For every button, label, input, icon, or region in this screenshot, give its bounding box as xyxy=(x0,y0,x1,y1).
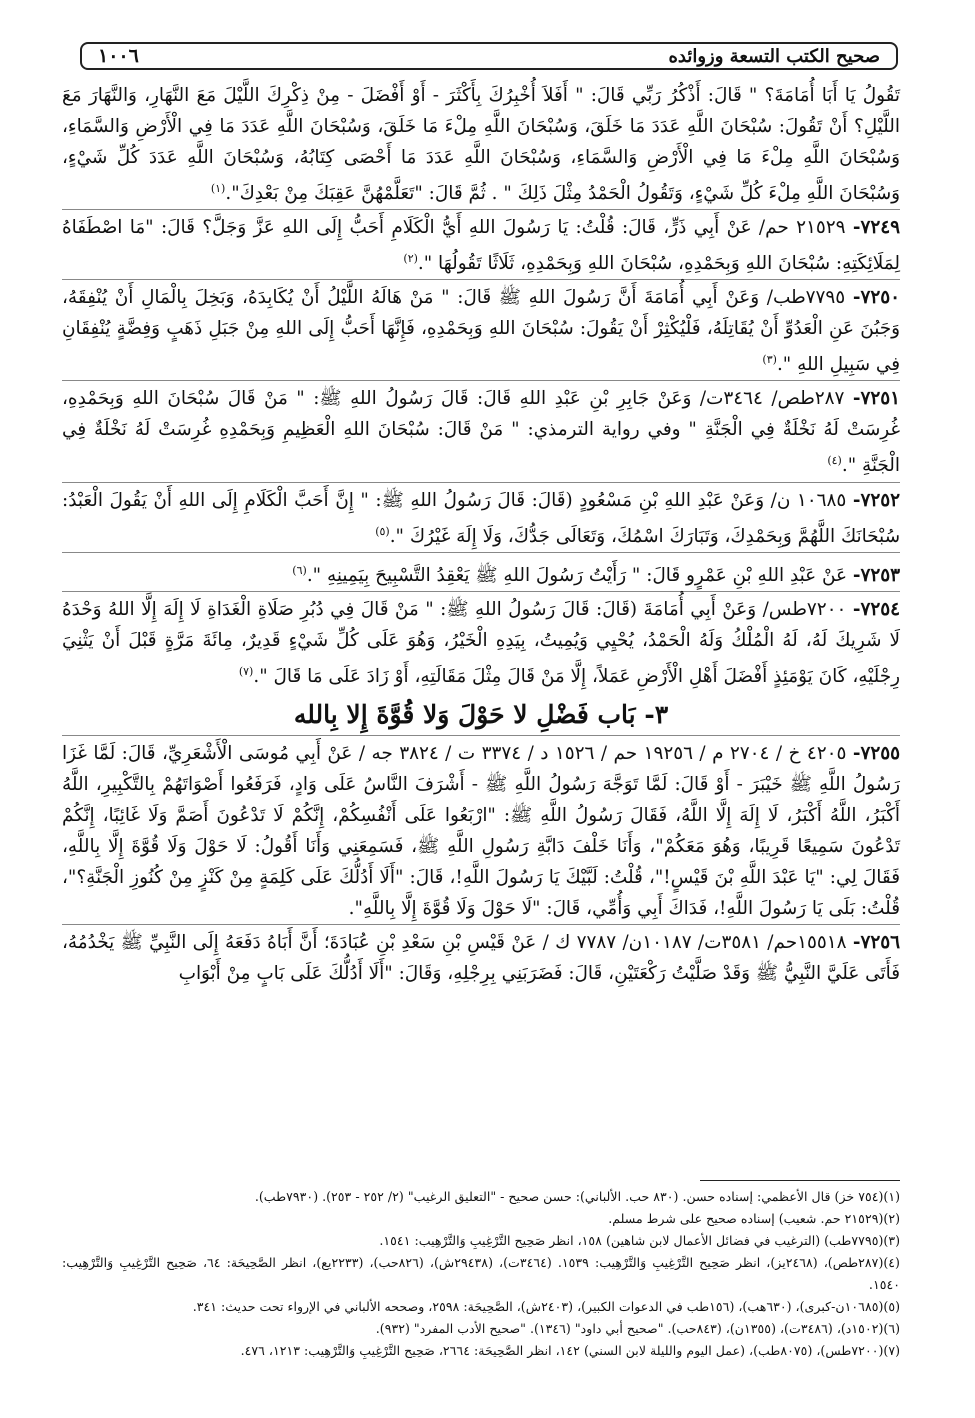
page-header xyxy=(80,42,898,70)
hadith-7249: ٧٢٤٩- ٢١٥٢٩ حم/ عَنْ أَبِي ذَرٍّ، قَالَ: قُلْتُ: يَا رَسُولَ اللهِ أَيُّ الْكَلَامِ أَحَبُّ إِلَى اللهِ عَزَّ وَجَلَّ؟ قَالَ: "مَا اصْطَفَاهُ لِمَلَائِكَتِهِ: سُبْحَانَ اللهِ وَبِحَمْدِهِ، سُبْحَانَ اللهِ وَبِحَمْدِهِ، ثَلَاثًا تَقُولُهَا ".$^{(٢)}$ xyxy=(62,209,900,279)
hadith-7252: ٧٢٥٢- ١٠٦٨٥ ن/ وَعَنْ عَبْدِ اللهِ بْنِ مَسْعُودٍ (قَالَ: قَالَ رَسُولُ اللهِ ﷺ: " إِنَّ أَحَبَّ الْكَلَامِ إِلَى اللهِ أَنْ يَقُولَ الْعَبْدُ: سُبْحَانَكَ اللَّهُمَّ وَبِحَمْدِكَ، وَتَبَارَكَ اسْمُكَ، وَتَعَالَى جَدُّكَ، وَلَا إِلَهَ غَيْرُكَ ".$^{(٥)}$ xyxy=(62,482,900,552)
main-text xyxy=(62,80,900,989)
hadith-continuation: تَقُولُ يَا أَبَا أُمَامَةَ؟ " قَالَ: أَذْكُرُ رَبِّي قَالَ: " أَفَلاَ أُخْبِرُكَ بِأَكْثَرَ - أَوْ أَفْضَلَ - مِنْ ذِكْرِكَ اللَّيْلَ مَعَ النَّهَارِ، وَالنَّهَارَ مَعَ اللَّيْلِ؟ أَنْ تَقُولَ: سُبْحَانَ اللَّهِ عَدَدَ مَا خَلَقَ، وَسُبْحَانَ اللَّهِ مِلْءَ مَا خَلَقَ، وَسُبْحَانَ اللَّهِ عَدَدَ مَا فِي الْأَرْضِ وَالسَّمَاءِ، وَسُبْحَانَ اللَّهِ مِلْءَ مَا فِي الْأَرْضِ وَالسَّمَاءِ، وَسُبْحَانَ اللَّهِ عَدَدَ مَا أَحْصَى كِتَابُهُ، وَسُبْحَانَ اللَّهِ عَدَدَ كُلِّ شَيْءٍ، وَسُبْحَانَ اللَّهِ مِلْءَ كُلِّ شَيْءٍ، وَتَقُولُ الْحَمْدُ مِثْلَ ذَلِكَ " . ثُمَّ قَالَ: "تَعَلَّمْهُنَّ عَقِبَكَ مِنْ بَعْدِكَ".$^{(١)}$ xyxy=(62,85,900,205)
hadith-7250: ٧٢٥٠- ٧٧٩٥طب/ وَعَنْ أَبِي أُمَامَةَ أَنَّ رَسُولَ اللهِ ﷺ قَالَ: " مَنْ هَالَهُ اللَّيْلُ أَنْ يُكَابِدَهُ، وَبَخِلَ بِالْمَالِ أَنْ يُنْفِقَهُ، وَجَبُنَ عَنِ الْعَدُوِّ أَنْ يُقَاتِلَهُ، فَلْيُكْثِرْ أَنْ يَقُولَ: سُبْحَانَ اللهِ وَبِحَمْدِهِ، فَإِنَّهَا أَحَبُّ إِلَى اللهِ مِنْ جَبَلِ ذَهَبٍ وَفِضَّةٍ يُنْفِقَانِ فِي سَبِيلِ اللهِ ".$^{(٣)}$ xyxy=(62,279,900,380)
footnote: (٢)(٢١٥٢٩ حم. شعيب) إسناده صحيح على شرط مسلم. xyxy=(608,1211,900,1226)
hadith-number: ٧٢٥٣- xyxy=(852,564,900,586)
hadith-number: ٧٢٥٥- xyxy=(852,742,901,764)
footnote: (١)(٧٥٤ خز) قال الأعظمي: إسناده حسن. (٨٣٠ حب. الألباني): حسن صحيح - "التعليق الرغيب" (٢/ ٢٥٢ - ٢٥٣). (٧٩٣٠طب). xyxy=(254,1189,900,1204)
hadith-number: ٧٢٤٩- xyxy=(852,217,900,239)
footnote: (٦)(١٥٠٢د)، (٣٤٨٦ت)، (١٣٥٥ن)، (٨٤٣حب). "صحيح أبي داود" (١٣٤٦). "صحيح الأدب المفرد" (٩٣٢). xyxy=(375,1321,900,1336)
footnote-ref: (٦) xyxy=(292,563,307,577)
hadith-number: ٧٢٥٠- xyxy=(852,287,900,309)
footnote-ref: (٥) xyxy=(375,524,390,538)
hadith-number: ٧٢٥٦- xyxy=(852,931,900,953)
footnote-ref: (٣) xyxy=(762,353,777,367)
footnote: (٧)(٧٢٠٠طس)، (٨٠٧٥طب)، (عمل اليوم والليلة لابن السني) ١٤٢، انظر الصَّحِيحَة: ٢٦٦٤، صَحِيح التَّرْغِيبِ وَالتَّرْهِيب: ١٢١٣، ٤٧٦. xyxy=(240,1343,900,1358)
hadith-number: ٧٢٥٤- xyxy=(852,598,900,620)
hadith-number: ٧٢٥١- xyxy=(852,388,900,410)
running-title: صحيح الكتب التسعة وزوائده xyxy=(668,45,880,67)
footnote-ref: (١) xyxy=(210,182,226,195)
footnote-separator xyxy=(700,1180,900,1181)
page-number: ١٠٠٦ xyxy=(98,45,139,67)
footnote: (٤)(٢٨٧طص)، (٢٤٦٨يز)، انظر صَحِيح التَّرْغِيبِ وَالتَّرْهِيب: ١٥٣٩. (٣٤٦٤ت)، (٢٩٤٣٨ش)، (٨٢٦حب)، (٢٢٣٣يع)، انظر الصَّحِيحَة: ٦٤، صَحِيح التَّرْغِيبِ وَالتَّرْهِيب: ١٥٤٠. xyxy=(62,1255,900,1292)
hadith-7256: ٧٢٥٦- ١٥٥١٨حم/ ٣٥٨١ت/ ١٠١٨٧ن/ ٧٧٨٧ ك / عَنْ قَيْسِ بْنِ سَعْدِ بْنِ عُبَادَةَ؛ أَنَّ أَبَاهُ دَفَعَهُ إِلَى النَّبِيِّ ﷺ يَخْدُمُهُ، فَأَتَى عَلَيَّ النَّبِيُّ ﷺ وَقَدْ صَلَّيْتُ رَكْعَتَيْنِ، قَالَ: فَضَرَبَنِي بِرِجْلِهِ، وَقَالَ: "أَلَا أَدُلُّكَ عَلَى بَابٍ مِنْ أَبْوَابِ xyxy=(62,924,900,989)
hadith-7255: ٧٢٥٥- ٤٢٠٥ خ / ٢٧٠٤ م / ١٩٢٥٦ حم / ١٥٢٦ د / ٣٣٧٤ ت / ٣٨٢٤ جه / عَنْ أَبِي مُوسَى الْأَشْعَرِيِّ، قَالَ: لَمَّا غَزَا رَسُولُ اللَّهِ ﷺ خَيْبَرَ - أَوْ قَالَ: لَمَّا تَوَجَّهَ رَسُولُ اللَّهِ ﷺ - أَشْرَفَ النَّاسُ عَلَى وَادٍ، فَرَفَعُوا أَصْوَاتَهُمْ بِالتَّكْبِيرِ، اللَّهُ أَكْبَرُ، اللَّهُ أَكْبَرُ، لَا إِلَهَ إِلَّا اللَّهُ، فَقَالَ رَسُولُ اللَّهِ ﷺ: "ارْبَعُوا عَلَى أَنْفُسِكُمْ، إِنَّكُمْ لَا تَدْعُونَ أَصَمَّ وَلَا غَائِبًا، إِنَّكُمْ تَدْعُونَ سَمِيعًا قَرِيبًا، وَهُوَ مَعَكُمْ"، وَأَنَا خَلْفَ دَابَّةِ رَسُولِ اللَّهِ ﷺ، فَسَمِعَنِي وَأَنَا أَقُولُ: لَا حَوْلَ وَلَا قُوَّةَ إِلَّا بِاللَّهِ، فَقَالَ لِي: "يَا عَبْدَ اللَّهِ بْنَ قَيْسٍ!"، قُلْتُ: لَبَّيْكَ يَا رَسُولَ اللَّهِ!، قَالَ: "أَلَا أَدُلُّكَ عَلَى كَلِمَةٍ مِنْ كَنْزٍ مِنْ كُنُوزِ الْجَنَّةِ؟"، قُلْتُ: بَلَى يَا رَسُولَ اللَّهِ!، فَدَاكَ أَبِي وَأُمِّي، قَالَ: "لَا حَوْلَ وَلَا قُوَّةَ إِلَّا بِاللَّهِ". xyxy=(62,735,900,924)
footnote: (٣)(٧٧٩٥طب) (الترغيب في فضائل الأعمال لابن شاهين) ١٥٨، انظر صَحِيح التَّرْغِيبِ وَالتَّرْهِيب: ١٥٤١. xyxy=(379,1233,900,1248)
hadith-7253: ٧٢٥٣- عَنْ عَبْدِ اللهِ بْنِ عَمْرٍو قَالَ: " رَأَيْتُ رَسُولَ اللهِ ﷺ يَعْقِدُ التَّسْبِيحَ بِيَمِينِهِ ".$^{(٦)}$ xyxy=(62,552,900,591)
footnote-ref: (٧) xyxy=(238,664,254,678)
footnote-ref: (٤) xyxy=(827,454,842,468)
footnotes xyxy=(62,1186,900,1362)
chapter-heading: ٣- بَاب فَضْلِ لا حَوْلَ وَلا قُوَّةَ إِلا بِالله xyxy=(293,699,669,729)
footnote: (٥)(١٠٦٨٥ن-كبرى)، (٦٣٠هب)، (١٥٦طب في الدعوات الكبير)، (٢٤٠٣ش)، الصَّحِيحَة: ٢٥٩٨، وصححه الألباني في الإرواء تحت حديث: ٣٤١. xyxy=(192,1299,900,1314)
hadith-7251: ٧٢٥١- ٢٨٧طص/ ٣٤٦٤ت/ وَعَنْ جَابِرِ بْنِ عَبْدِ اللهِ قَالَ: قَالَ رَسُولُ اللهِ ﷺ: " مَنْ قَالَ سُبْحَانَ اللهِ وَبِحَمْدِهِ، غُرِسَتْ لَهُ نَخْلَةٌ فِي الْجَنَّةِ " وفي رواية الترمذي: " مَنْ قَالَ: سُبْحَانَ اللهِ الْعَظِيمِ وَبِحَمْدِهِ غُرِسَتْ لَهُ نَخْلَةٌ فِي الْجَنَّةِ ".$^{(٤)}$ xyxy=(62,380,900,481)
footnote-ref: (٢) xyxy=(403,252,418,266)
hadith-number: ٧٢٥٢- xyxy=(852,489,900,511)
hadith-7254: ٧٢٥٤- ٧٢٠٠طس/ وَعَنْ أَبِي أُمَامَةَ (قَالَ: قَالَ رَسُولُ اللهِ ﷺ: " مَنْ قَالَ فِي دُبُرِ صَلَاةِ الْغَدَاةِ لَا إِلَهَ إِلَّا اللهُ وَحْدَهُ لَا شَرِيكَ لَهُ، لَهُ الْمُلْكُ وَلَهُ الْحَمْدُ، يُحْيِي وَيُمِيتُ، بِيَدِهِ الْخَيْرُ، وَهُوَ عَلَى كُلِّ شَيْءٍ قَدِيرٌ، مِائَةَ مَرَّةٍ قَبْلَ أَنْ يَثْنِيَ رِجْلَيْهِ، كَانَ يَوْمَئِذٍ أَفْضَلَ أَهْلِ الْأَرْضِ عَمَلاً، إِلَّا مَنْ قَالَ مِثْلَ مَقَالَتِهِ، أَوْ زَادَ عَلَى مَا قَالَ ".$^{(٧)}$ xyxy=(62,591,900,692)
